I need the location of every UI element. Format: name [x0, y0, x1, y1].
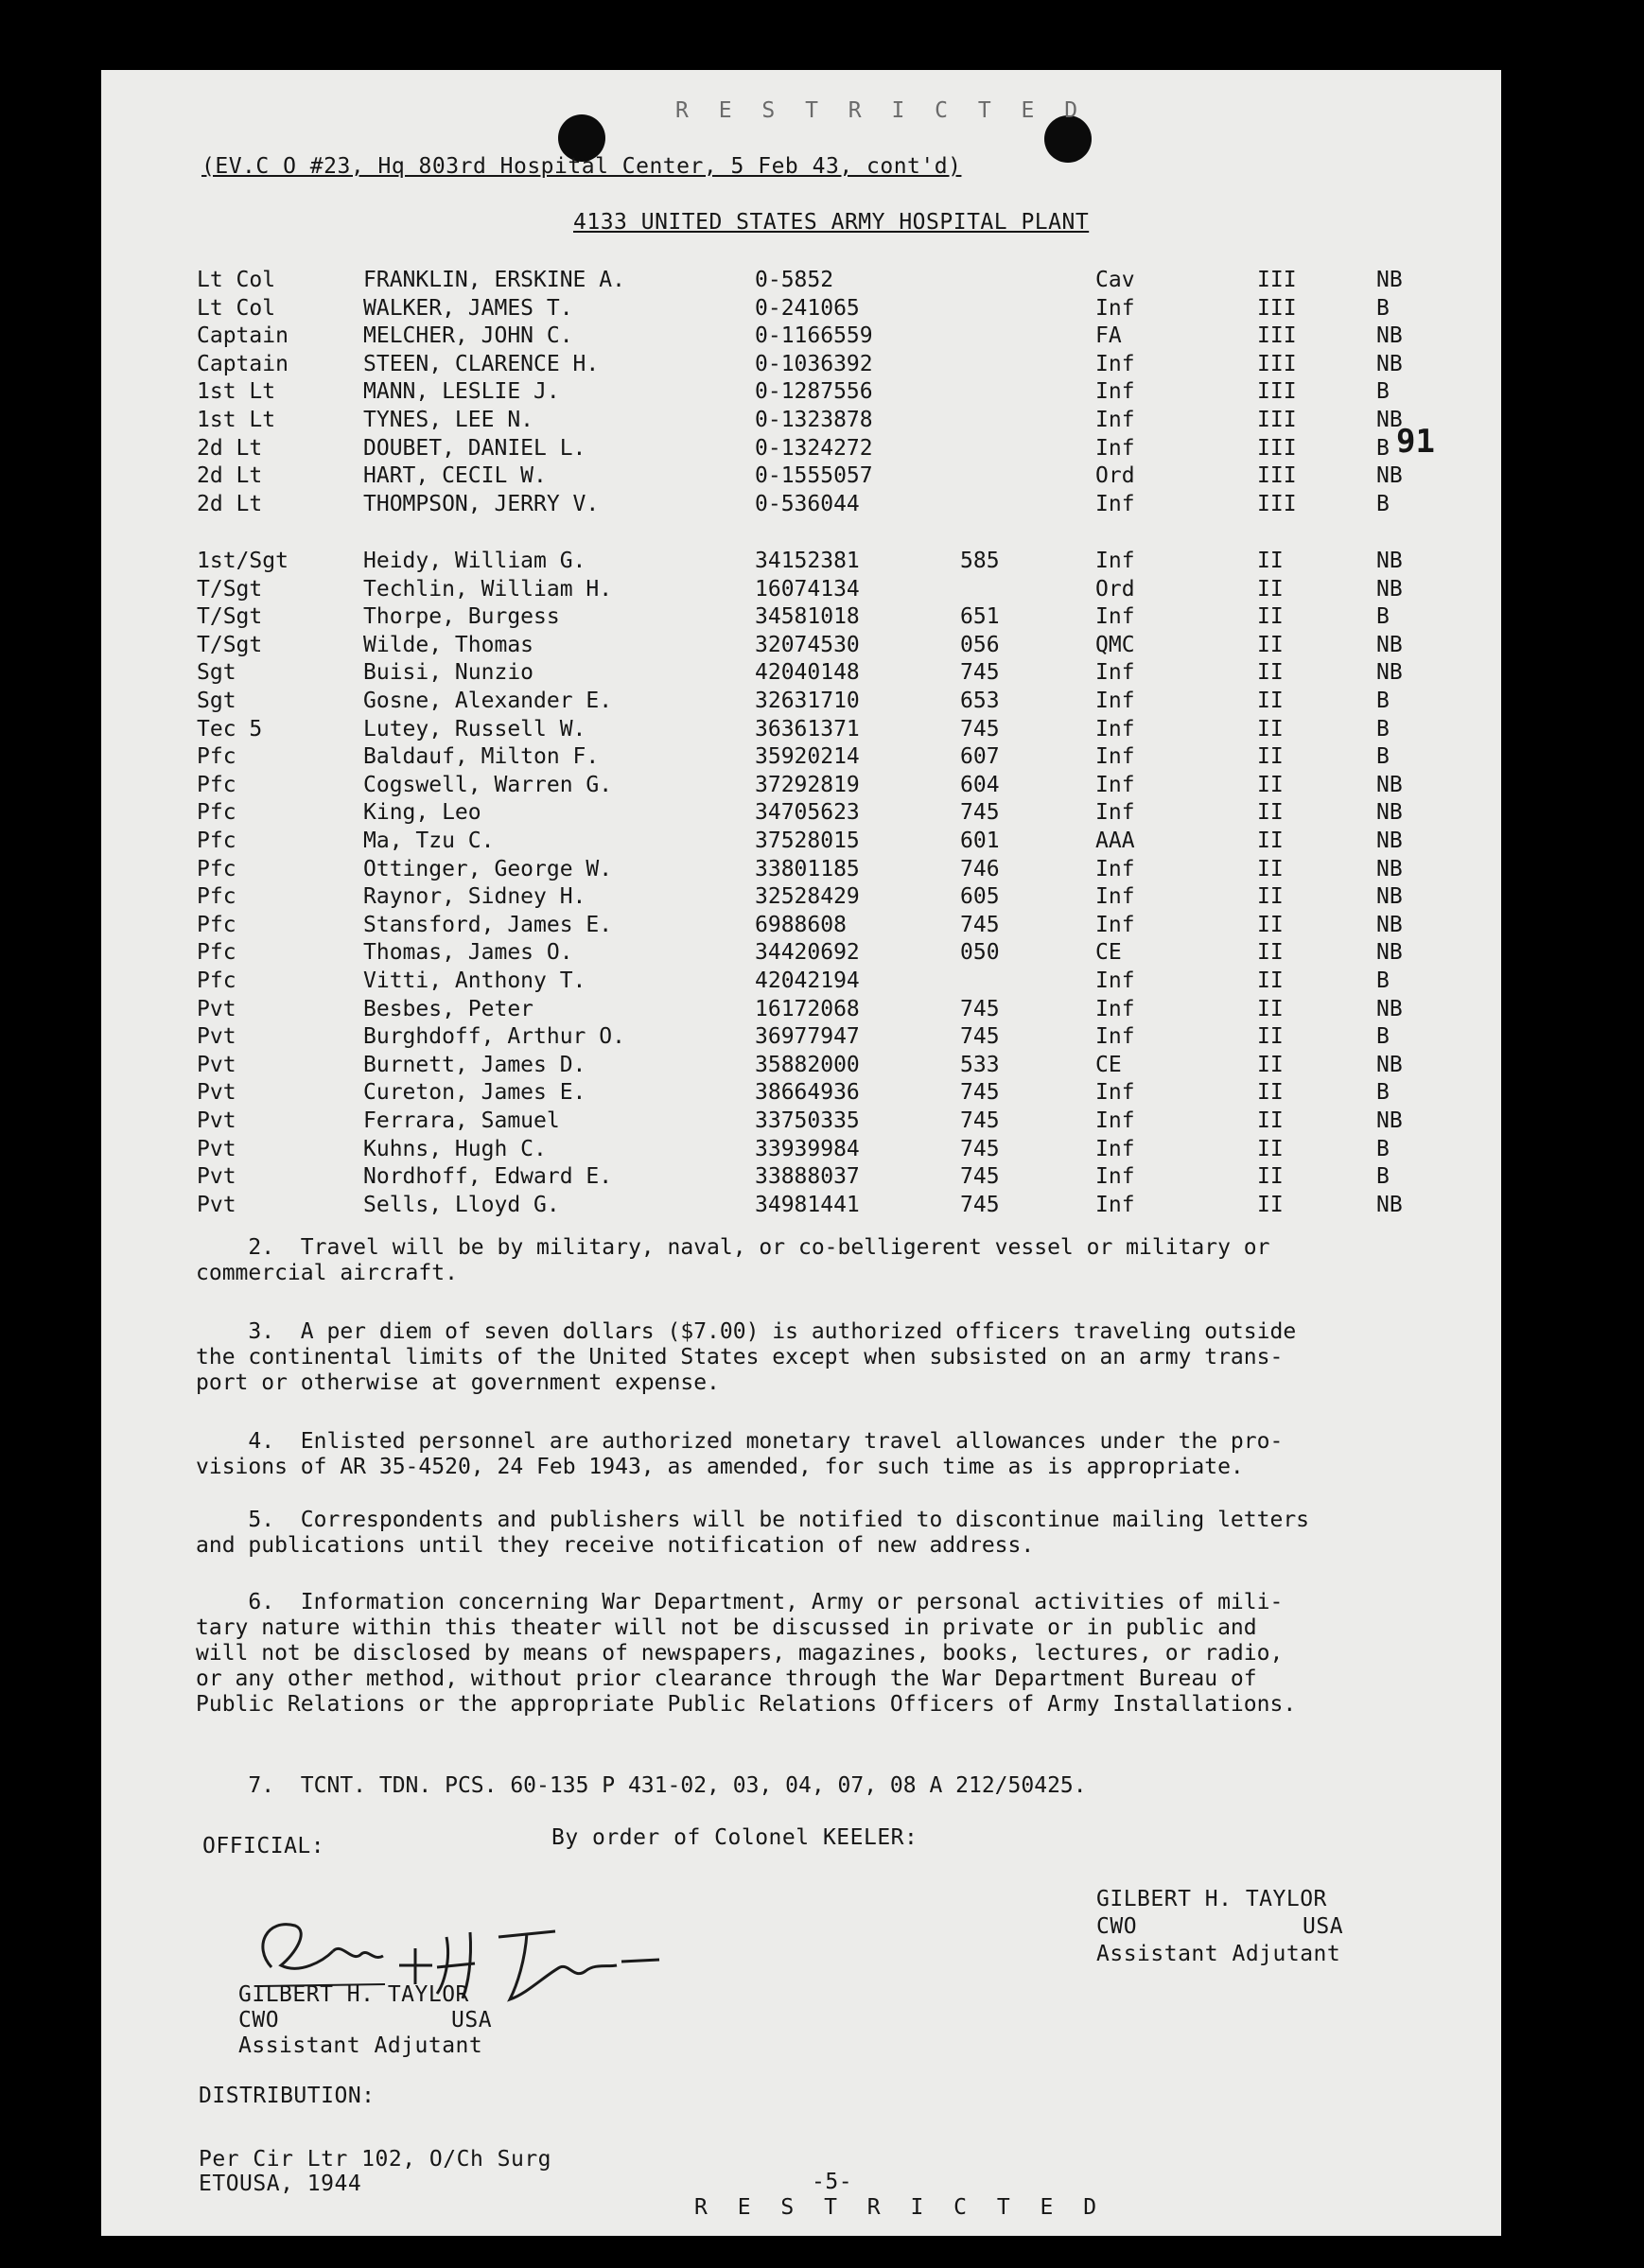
cell-serial: 34420692	[755, 940, 860, 966]
cell-rank: Pfc	[197, 856, 236, 881]
officer-row	[101, 408, 1501, 435]
cell-arm: Inf	[1095, 295, 1135, 321]
signer-right-name: GILBERT H. TAYLOR	[1096, 1887, 1327, 1911]
cell-status: B	[1376, 491, 1390, 516]
cell-name: Raynor, Sidney H.	[363, 884, 586, 910]
cell-mos: 745	[960, 1136, 1000, 1161]
cell-rank: T/Sgt	[197, 604, 263, 630]
cell-name: Ferrara, Samuel	[363, 1108, 560, 1133]
enlisted-row	[101, 549, 1501, 576]
cell-arm: CE	[1095, 940, 1122, 966]
cell-class: II	[1257, 772, 1284, 797]
document-page	[101, 70, 1501, 2236]
signer-right-service: USA	[1303, 1914, 1344, 1939]
cell-arm: Inf	[1095, 772, 1135, 797]
cell-rank: T/Sgt	[197, 576, 263, 602]
cell-arm: Inf	[1095, 408, 1135, 432]
enlisted-row	[101, 884, 1501, 912]
cell-status: NB	[1376, 1192, 1403, 1217]
cell-status: NB	[1376, 800, 1403, 826]
cell-serial: 16172068	[755, 996, 860, 1021]
header-restricted-stamp: R E S T R I C T E D	[675, 98, 1087, 123]
enlisted-row	[101, 913, 1501, 940]
by-order-line: By order of Colonel KEELER:	[551, 1825, 918, 1850]
cell-serial: 16074134	[755, 576, 860, 602]
cell-name: FRANKLIN, ERSKINE A.	[363, 268, 625, 292]
cell-rank: Lt Col	[197, 295, 276, 321]
cell-rank: Pvt	[197, 996, 236, 1021]
cell-status: NB	[1376, 829, 1403, 853]
cell-name: Thorpe, Burgess	[363, 604, 560, 630]
cell-rank: Sgt	[197, 689, 236, 713]
cell-name: Baldauf, Milton F.	[363, 744, 600, 770]
cell-mos: 745	[960, 1108, 1000, 1133]
cell-name: Cogswell, Warren G.	[363, 772, 613, 797]
cell-mos: 746	[960, 856, 1000, 881]
cell-serial: 33939984	[755, 1136, 860, 1161]
cell-rank: Pvt	[197, 1080, 236, 1106]
cell-serial: 36977947	[755, 1024, 860, 1050]
cell-name: TYNES, LEE N.	[363, 408, 534, 432]
cell-serial: 33801185	[755, 856, 860, 881]
cell-status: NB	[1376, 996, 1403, 1021]
cell-rank: 2d Lt	[197, 435, 263, 461]
cell-status: NB	[1376, 463, 1403, 489]
cell-name: Kuhns, Hugh C.	[363, 1136, 547, 1161]
cell-rank: Pvt	[197, 1164, 236, 1190]
cell-serial: 36361371	[755, 716, 860, 741]
folio-number: 91	[1396, 423, 1435, 461]
cell-name: Ma, Tzu C.	[363, 829, 495, 853]
cell-arm: Inf	[1095, 856, 1135, 881]
officer-row	[101, 323, 1501, 351]
cell-class: III	[1257, 408, 1297, 432]
cell-serial: 37292819	[755, 772, 860, 797]
cell-mos: 745	[960, 660, 1000, 686]
cell-mos: 604	[960, 772, 1000, 797]
cell-name: Ottinger, George W.	[363, 856, 613, 881]
cell-rank: Tec 5	[197, 716, 263, 741]
enlisted-row	[101, 660, 1501, 688]
enlisted-row	[101, 577, 1501, 604]
cell-class: III	[1257, 268, 1297, 292]
paragraph-2: 2. Travel will be by military, naval, or co-belligerent vessel or military or commercial aircraft.	[196, 1235, 1270, 1285]
cell-serial: 0-1036392	[755, 351, 873, 376]
cell-status: B	[1376, 744, 1390, 770]
enlisted-row	[101, 689, 1501, 716]
cell-rank: 1st/Sgt	[197, 549, 289, 573]
enlisted-row	[101, 857, 1501, 884]
cell-status: B	[1376, 1136, 1390, 1161]
cell-serial: 6988608	[755, 912, 847, 937]
distribution-line-2: ETOUSA, 1944	[199, 2172, 362, 2196]
cell-rank: 1st Lt	[197, 379, 276, 405]
enlisted-row	[101, 968, 1501, 996]
cell-arm: Inf	[1095, 1164, 1135, 1190]
cell-name: Cureton, James E.	[363, 1080, 586, 1106]
cell-class: II	[1257, 1136, 1284, 1161]
cell-arm: AAA	[1095, 829, 1135, 853]
cell-name: King, Leo	[363, 800, 481, 826]
enlisted-row	[101, 940, 1501, 968]
cell-rank: Pvt	[197, 1192, 236, 1217]
enlisted-row	[101, 800, 1501, 828]
cell-serial: 34581018	[755, 604, 860, 630]
distribution-label: DISTRIBUTION:	[199, 2084, 376, 2108]
section-title: 4133 UNITED STATES ARMY HOSPITAL PLANT	[573, 210, 1090, 235]
cell-status: B	[1376, 1164, 1390, 1190]
cell-mos: 605	[960, 884, 1000, 910]
cell-class: II	[1257, 1164, 1284, 1190]
cell-arm: Inf	[1095, 716, 1135, 741]
cell-class: II	[1257, 996, 1284, 1021]
cell-name: Burnett, James D.	[363, 1052, 586, 1077]
cell-status: B	[1376, 435, 1390, 461]
signer-right-title: Assistant Adjutant	[1096, 1942, 1341, 1966]
cell-class: II	[1257, 689, 1284, 713]
page-number: -5-	[812, 2170, 853, 2194]
cell-rank: Pfc	[197, 772, 236, 797]
cell-arm: Inf	[1095, 1024, 1135, 1050]
enlisted-row	[101, 1108, 1501, 1136]
cell-status: B	[1376, 604, 1390, 630]
cell-class: II	[1257, 716, 1284, 741]
cell-serial: 37528015	[755, 829, 860, 853]
cell-name: Heidy, William G.	[363, 549, 586, 573]
cell-name: Lutey, Russell W.	[363, 716, 586, 741]
cell-arm: Inf	[1095, 379, 1135, 405]
cell-arm: Inf	[1095, 435, 1135, 461]
cell-mos: 745	[960, 996, 1000, 1021]
cell-class: II	[1257, 800, 1284, 826]
cell-rank: Sgt	[197, 660, 236, 686]
paragraph-3: 3. A per diem of seven dollars ($7.00) is authorized officers traveling outside the continental limits of the United States except when subsisted on an army trans- port or otherwise at government expense.	[196, 1319, 1297, 1395]
cell-serial: 33750335	[755, 1108, 860, 1133]
cell-class: II	[1257, 660, 1284, 686]
enlisted-row	[101, 1080, 1501, 1108]
cell-name: Stansford, James E.	[363, 912, 613, 937]
cell-class: II	[1257, 1108, 1284, 1133]
cell-rank: Pfc	[197, 884, 236, 910]
cell-status: NB	[1376, 772, 1403, 797]
enlisted-row	[101, 1024, 1501, 1052]
enlisted-row	[101, 773, 1501, 800]
cell-class: II	[1257, 1080, 1284, 1106]
cell-class: II	[1257, 549, 1284, 573]
signer-left-title: Assistant Adjutant	[238, 2033, 483, 2058]
cell-serial: 0-1287556	[755, 379, 873, 405]
cell-arm: FA	[1095, 323, 1122, 349]
cell-arm: Cav	[1095, 268, 1135, 292]
cell-status: NB	[1376, 549, 1403, 573]
enlisted-row	[101, 1053, 1501, 1080]
cell-name: WALKER, JAMES T.	[363, 295, 573, 321]
cell-mos: 745	[960, 716, 1000, 741]
cell-status: B	[1376, 295, 1390, 321]
cell-name: Vitti, Anthony T.	[363, 968, 586, 993]
signer-left-service: USA	[451, 2008, 493, 2032]
cell-serial: 0-1324272	[755, 435, 873, 461]
cell-rank: Pvt	[197, 1108, 236, 1133]
cell-mos: 533	[960, 1052, 1000, 1077]
cell-class: II	[1257, 856, 1284, 881]
cell-arm: Inf	[1095, 604, 1135, 630]
header-continuation: (EV.C O #23, Hq 803rd Hospital Center, 5 Feb 43, cont'd)	[201, 154, 962, 179]
cell-status: NB	[1376, 408, 1403, 432]
cell-rank: 1st Lt	[197, 408, 276, 432]
cell-class: III	[1257, 463, 1297, 489]
cell-rank: Pfc	[197, 940, 236, 966]
cell-mos: 745	[960, 800, 1000, 826]
cell-mos: 056	[960, 632, 1000, 657]
cell-class: II	[1257, 1052, 1284, 1077]
cell-serial: 0-536044	[755, 491, 860, 516]
cell-arm: Inf	[1095, 1080, 1135, 1106]
cell-arm: Inf	[1095, 491, 1135, 516]
cell-name: HART, CECIL W.	[363, 463, 547, 489]
cell-mos: 585	[960, 549, 1000, 573]
cell-arm: Inf	[1095, 1192, 1135, 1217]
cell-status: NB	[1376, 351, 1403, 376]
cell-class: III	[1257, 295, 1297, 321]
officer-row	[101, 463, 1501, 491]
cell-serial: 34152381	[755, 549, 860, 573]
enlisted-row	[101, 1193, 1501, 1220]
cell-serial: 0-241065	[755, 295, 860, 321]
officer-row	[101, 296, 1501, 323]
distribution-line-1: Per Cir Ltr 102, O/Ch Surg	[199, 2147, 552, 2172]
cell-name: Buisi, Nunzio	[363, 660, 534, 686]
cell-serial: 0-5852	[755, 268, 834, 292]
cell-serial: 0-1323878	[755, 408, 873, 432]
cell-arm: QMC	[1095, 632, 1135, 657]
cell-rank: 2d Lt	[197, 463, 263, 489]
cell-serial: 42040148	[755, 660, 860, 686]
cell-arm: Inf	[1095, 996, 1135, 1021]
cell-rank: Pfc	[197, 968, 236, 993]
cell-arm: Ord	[1095, 463, 1135, 489]
cell-mos: 601	[960, 829, 1000, 853]
cell-rank: Pfc	[197, 800, 236, 826]
paragraph-5: 5. Correspondents and publishers will be notified to discontinue mailing letters and publications until they receive notification of new address.	[196, 1508, 1310, 1558]
cell-arm: Ord	[1095, 576, 1135, 602]
cell-name: MELCHER, JOHN C.	[363, 323, 573, 349]
cell-class: II	[1257, 829, 1284, 853]
enlisted-row	[101, 717, 1501, 744]
cell-status: NB	[1376, 912, 1403, 937]
officer-row	[101, 268, 1501, 295]
cell-status: NB	[1376, 660, 1403, 686]
cell-name: Besbes, Peter	[363, 996, 534, 1021]
cell-mos: 050	[960, 940, 1000, 966]
footer-restricted-stamp: R E S T R I C T E D	[694, 2195, 1106, 2220]
cell-rank: Pfc	[197, 912, 236, 937]
cell-class: II	[1257, 576, 1284, 602]
cell-arm: Inf	[1095, 800, 1135, 826]
cell-rank: Lt Col	[197, 268, 276, 292]
cell-status: B	[1376, 1080, 1390, 1106]
cell-status: B	[1376, 716, 1390, 741]
cell-mos: 745	[960, 1164, 1000, 1190]
signer-left-name: GILBERT H. TAYLOR	[238, 1982, 469, 2007]
cell-class: II	[1257, 968, 1284, 993]
enlisted-row	[101, 1137, 1501, 1164]
cell-mos: 745	[960, 912, 1000, 937]
cell-serial: 33888037	[755, 1164, 860, 1190]
cell-arm: Inf	[1095, 549, 1135, 573]
cell-class: III	[1257, 351, 1297, 376]
enlisted-row	[101, 1164, 1501, 1192]
cell-status: B	[1376, 689, 1390, 713]
cell-arm: Inf	[1095, 1108, 1135, 1133]
cell-rank: Pfc	[197, 829, 236, 853]
cell-rank: Pvt	[197, 1052, 236, 1077]
officer-row	[101, 492, 1501, 519]
cell-serial: 0-1555057	[755, 463, 873, 489]
cell-name: MANN, LESLIE J.	[363, 379, 560, 405]
cell-serial: 32074530	[755, 632, 860, 657]
cell-arm: Inf	[1095, 689, 1135, 713]
cell-status: B	[1376, 1024, 1390, 1050]
cell-status: NB	[1376, 856, 1403, 881]
cell-status: NB	[1376, 940, 1403, 966]
cell-name: STEEN, CLARENCE H.	[363, 351, 600, 376]
cell-status: NB	[1376, 323, 1403, 349]
cell-mos: 745	[960, 1080, 1000, 1106]
cell-serial: 35882000	[755, 1052, 860, 1077]
enlisted-row	[101, 997, 1501, 1024]
cell-name: Nordhoff, Edward E.	[363, 1164, 613, 1190]
cell-class: II	[1257, 1192, 1284, 1217]
cell-status: NB	[1376, 1052, 1403, 1077]
cell-class: II	[1257, 940, 1284, 966]
paragraph-4: 4. Enlisted personnel are authorized monetary travel allowances under the pro- visions of AR 35-4520, 24 Feb 1943, as amended, for such time as is appropriate.	[196, 1429, 1284, 1479]
cell-serial: 34705623	[755, 800, 860, 826]
cell-mos: 651	[960, 604, 1000, 630]
cell-status: B	[1376, 968, 1390, 993]
cell-mos: 745	[960, 1192, 1000, 1217]
cell-serial: 32631710	[755, 689, 860, 713]
cell-class: II	[1257, 744, 1284, 770]
cell-class: II	[1257, 604, 1284, 630]
cell-arm: Inf	[1095, 1136, 1135, 1161]
cell-rank: Captain	[197, 323, 289, 349]
paragraph-7: 7. TCNT. TDN. PCS. 60-135 P 431-02, 03, 04, 07, 08 A 212/50425.	[196, 1773, 1087, 1798]
cell-class: III	[1257, 323, 1297, 349]
cell-status: B	[1376, 379, 1390, 405]
cell-rank: Captain	[197, 351, 289, 376]
officer-row	[101, 352, 1501, 379]
cell-rank: 2d Lt	[197, 491, 263, 516]
cell-serial: 38664936	[755, 1080, 860, 1106]
cell-rank: Pvt	[197, 1024, 236, 1050]
official-label: OFFICIAL:	[202, 1834, 325, 1858]
paragraph-6: 6. Information concerning War Department, Army or personal activities of mili- tary nature within this theater will not be discussed in private or in public and will not be disclosed by means of newspapers, magazines, books, lectures, or radio, or any other method, without prior clearance through the War Department Bureau of Public Relations or the appropriate Public Relations Officers of Army Installations.	[196, 1590, 1297, 1717]
cell-rank: Pvt	[197, 1136, 236, 1161]
cell-serial: 0-1166559	[755, 323, 873, 349]
cell-class: III	[1257, 491, 1297, 516]
cell-name: Wilde, Thomas	[363, 632, 534, 657]
cell-class: II	[1257, 884, 1284, 910]
cell-mos: 745	[960, 1024, 1000, 1050]
cell-name: Gosne, Alexander E.	[363, 689, 613, 713]
cell-class: II	[1257, 912, 1284, 937]
enlisted-row	[101, 633, 1501, 660]
cell-status: NB	[1376, 632, 1403, 657]
signer-right-grade: CWO	[1096, 1914, 1138, 1939]
cell-mos: 607	[960, 744, 1000, 770]
cell-class: III	[1257, 435, 1297, 461]
signer-left-grade: CWO	[238, 2008, 280, 2032]
cell-serial: 35920214	[755, 744, 860, 770]
cell-arm: Inf	[1095, 660, 1135, 686]
cell-status: NB	[1376, 1108, 1403, 1133]
cell-class: II	[1257, 1024, 1284, 1050]
cell-name: Thomas, James O.	[363, 940, 573, 966]
cell-status: NB	[1376, 576, 1403, 602]
cell-arm: Inf	[1095, 744, 1135, 770]
cell-rank: T/Sgt	[197, 632, 263, 657]
cell-rank: Pfc	[197, 744, 236, 770]
enlisted-row	[101, 604, 1501, 632]
enlisted-row	[101, 744, 1501, 772]
cell-name: Burghdoff, Arthur O.	[363, 1024, 625, 1050]
cell-name: DOUBET, DANIEL L.	[363, 435, 586, 461]
cell-serial: 32528429	[755, 884, 860, 910]
cell-name: THOMPSON, JERRY V.	[363, 491, 600, 516]
cell-name: Techlin, William H.	[363, 576, 613, 602]
cell-arm: Inf	[1095, 884, 1135, 910]
cell-serial: 34981441	[755, 1192, 860, 1217]
cell-status: NB	[1376, 268, 1403, 292]
cell-class: II	[1257, 632, 1284, 657]
officer-row	[101, 379, 1501, 407]
cell-serial: 42042194	[755, 968, 860, 993]
officer-row	[101, 436, 1501, 463]
cell-arm: Inf	[1095, 351, 1135, 376]
enlisted-row	[101, 829, 1501, 856]
cell-arm: Inf	[1095, 912, 1135, 937]
cell-arm: CE	[1095, 1052, 1122, 1077]
cell-status: NB	[1376, 884, 1403, 910]
cell-class: III	[1257, 379, 1297, 405]
cell-arm: Inf	[1095, 968, 1135, 993]
cell-mos: 653	[960, 689, 1000, 713]
cell-name: Sells, Lloyd G.	[363, 1192, 560, 1217]
